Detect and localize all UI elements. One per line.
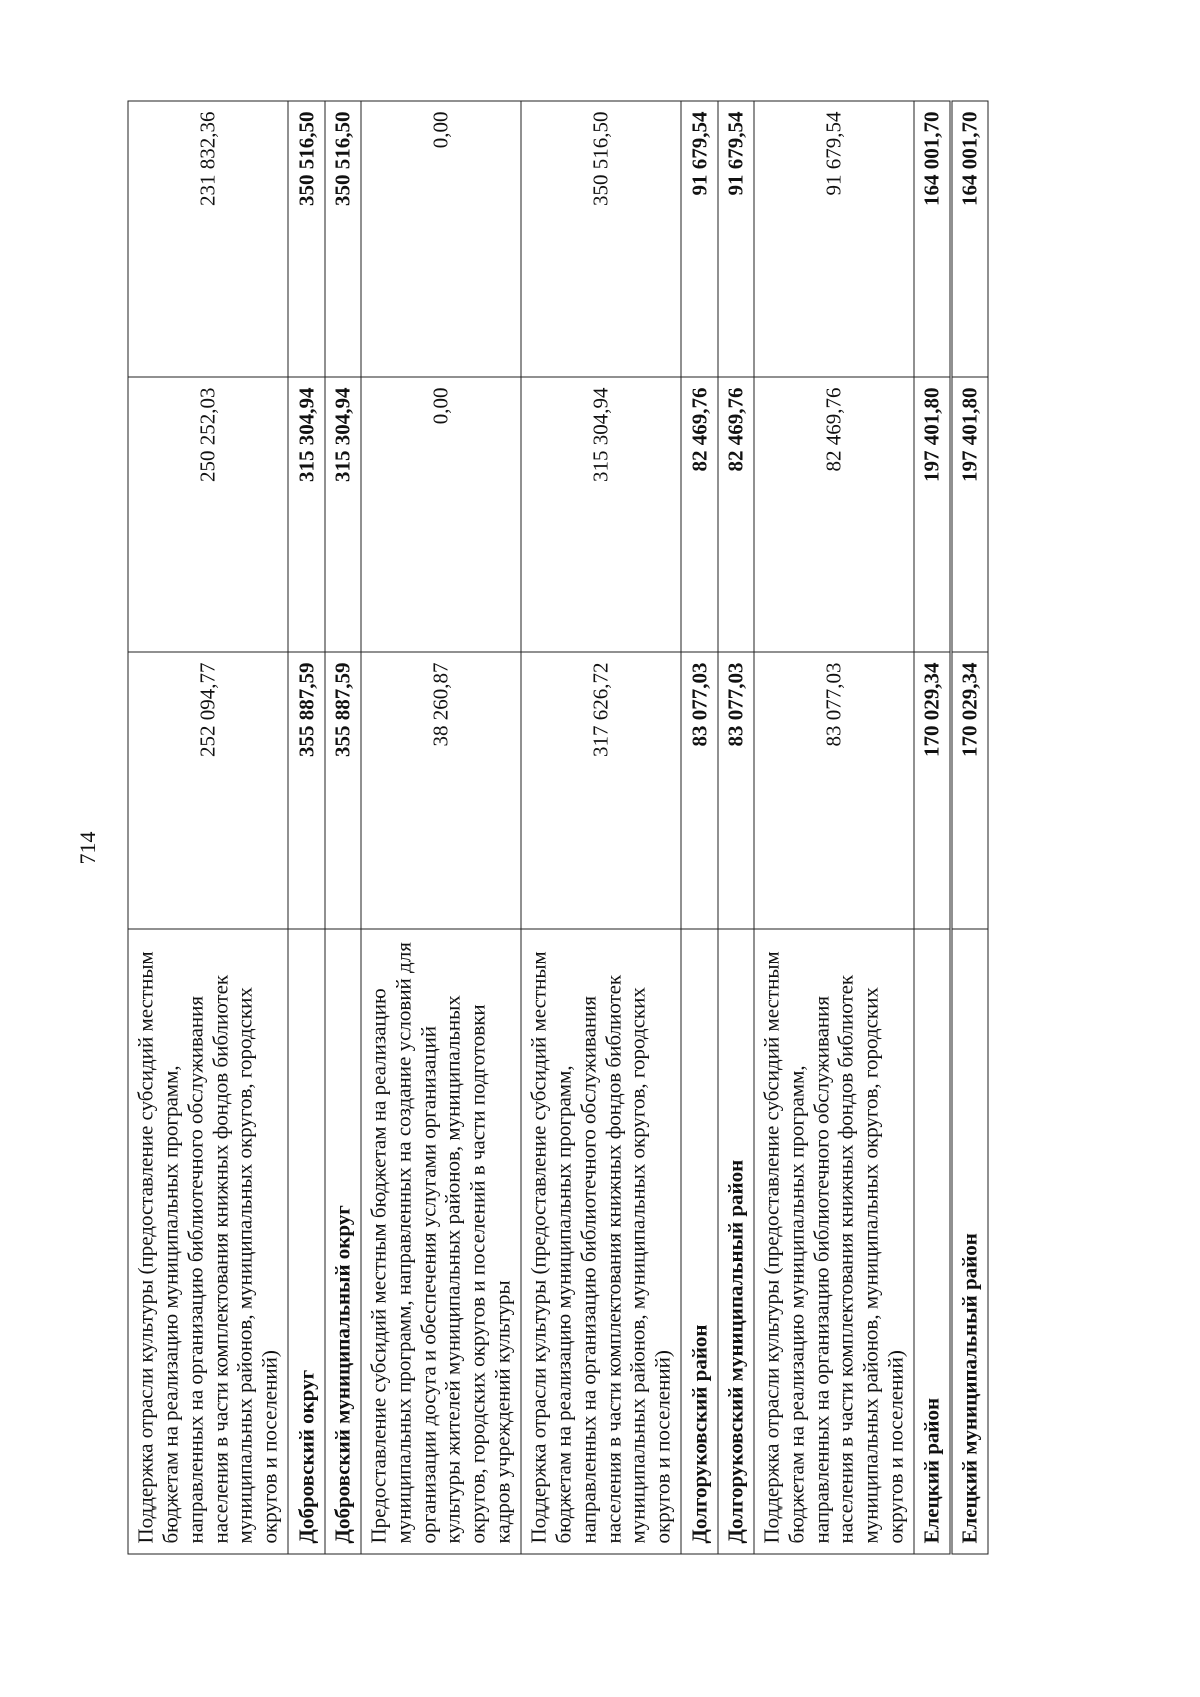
row-label: Добровский муниципальный округ [325,929,361,1554]
row-value-2: 82 469,76 [718,377,754,652]
row-value-3: 0,00 [361,101,521,377]
rotated-table-container [128,102,989,1555]
row-value-1: 252 094,77 [128,652,288,929]
row-value-2: 250 252,03 [128,377,288,652]
table-row [914,101,951,1554]
row-label: Поддержка отрасли культуры (предоставление субсидий местным бюджетам на реализацию муниципальных программ, направленных на организацию библиотечного обслуживания населения в части комплектования книжных фондов библиотек муниципальных районов, муниципальных округов, городских округов и поселений) [521,929,681,1554]
row-value-2: 315 304,94 [325,377,361,652]
row-label: Предоставление субсидий местным бюджетам на реализацию муниципальных программ, направленных на создание условий для организации досуга и обеспечения услугами организаций культуры жителей муниципальных районов, муниципальных округов, городских округов и поселений в части подготовки кадров учреждений культуры [361,929,521,1554]
row-label: Долгоруковский район [681,929,717,1554]
row-value-2: 315 304,94 [521,377,681,652]
table-row [521,101,681,1554]
budget-table [128,101,989,1555]
row-value-3: 91 679,54 [681,101,717,377]
row-value-2: 197 401,80 [914,377,951,652]
table-row [754,101,914,1554]
row-label: Добровский округ [288,929,324,1554]
page-number: 714 [75,831,100,865]
row-value-1: 170 029,34 [951,652,988,929]
row-value-3: 350 516,50 [325,101,361,377]
row-value-1: 170 029,34 [914,652,951,929]
table-row [951,101,988,1554]
row-value-3: 164 001,70 [951,101,988,377]
row-label: Елецкий район [914,929,951,1554]
row-value-3: 350 516,50 [521,101,681,377]
row-value-2: 82 469,76 [681,377,717,652]
table-row [325,101,361,1554]
row-value-1: 83 077,03 [718,652,754,929]
row-label: Поддержка отрасли культуры (предоставление субсидий местным бюджетам на реализацию муниципальных программ, направленных на организацию библиотечного обслуживания населения в части комплектования книжных фондов библиотек муниципальных районов, муниципальных округов, городских округов и поселений) [128,929,288,1554]
row-value-3: 164 001,70 [914,101,951,377]
row-value-3: 231 832,36 [128,101,288,377]
row-value-2: 315 304,94 [288,377,324,652]
row-value-1: 83 077,03 [681,652,717,929]
row-value-1: 38 260,87 [361,652,521,929]
row-value-2: 82 469,76 [754,377,914,652]
row-label: Елецкий муниципальный район [951,929,988,1554]
table-row [288,101,324,1554]
row-value-3: 91 679,54 [718,101,754,377]
table-row [718,101,754,1554]
table-row [128,101,288,1554]
row-value-2: 0,00 [361,377,521,652]
row-value-1: 317 626,72 [521,652,681,929]
row-value-3: 91 679,54 [754,101,914,377]
row-value-1: 355 887,59 [288,652,324,929]
row-value-3: 350 516,50 [288,101,324,377]
row-value-2: 197 401,80 [951,377,988,652]
row-label: Долгоруковский муниципальный район [718,929,754,1554]
table-row [361,101,521,1554]
row-value-1: 355 887,59 [325,652,361,929]
table-row [681,101,717,1554]
row-label: Поддержка отрасли культуры (предоставление субсидий местным бюджетам на реализацию муниципальных программ, направленных на организацию библиотечного обслуживания населения в части комплектования книжных фондов библиотек муниципальных районов, муниципальных округов, городских округов и поселений) [754,929,914,1554]
row-value-1: 83 077,03 [754,652,914,929]
